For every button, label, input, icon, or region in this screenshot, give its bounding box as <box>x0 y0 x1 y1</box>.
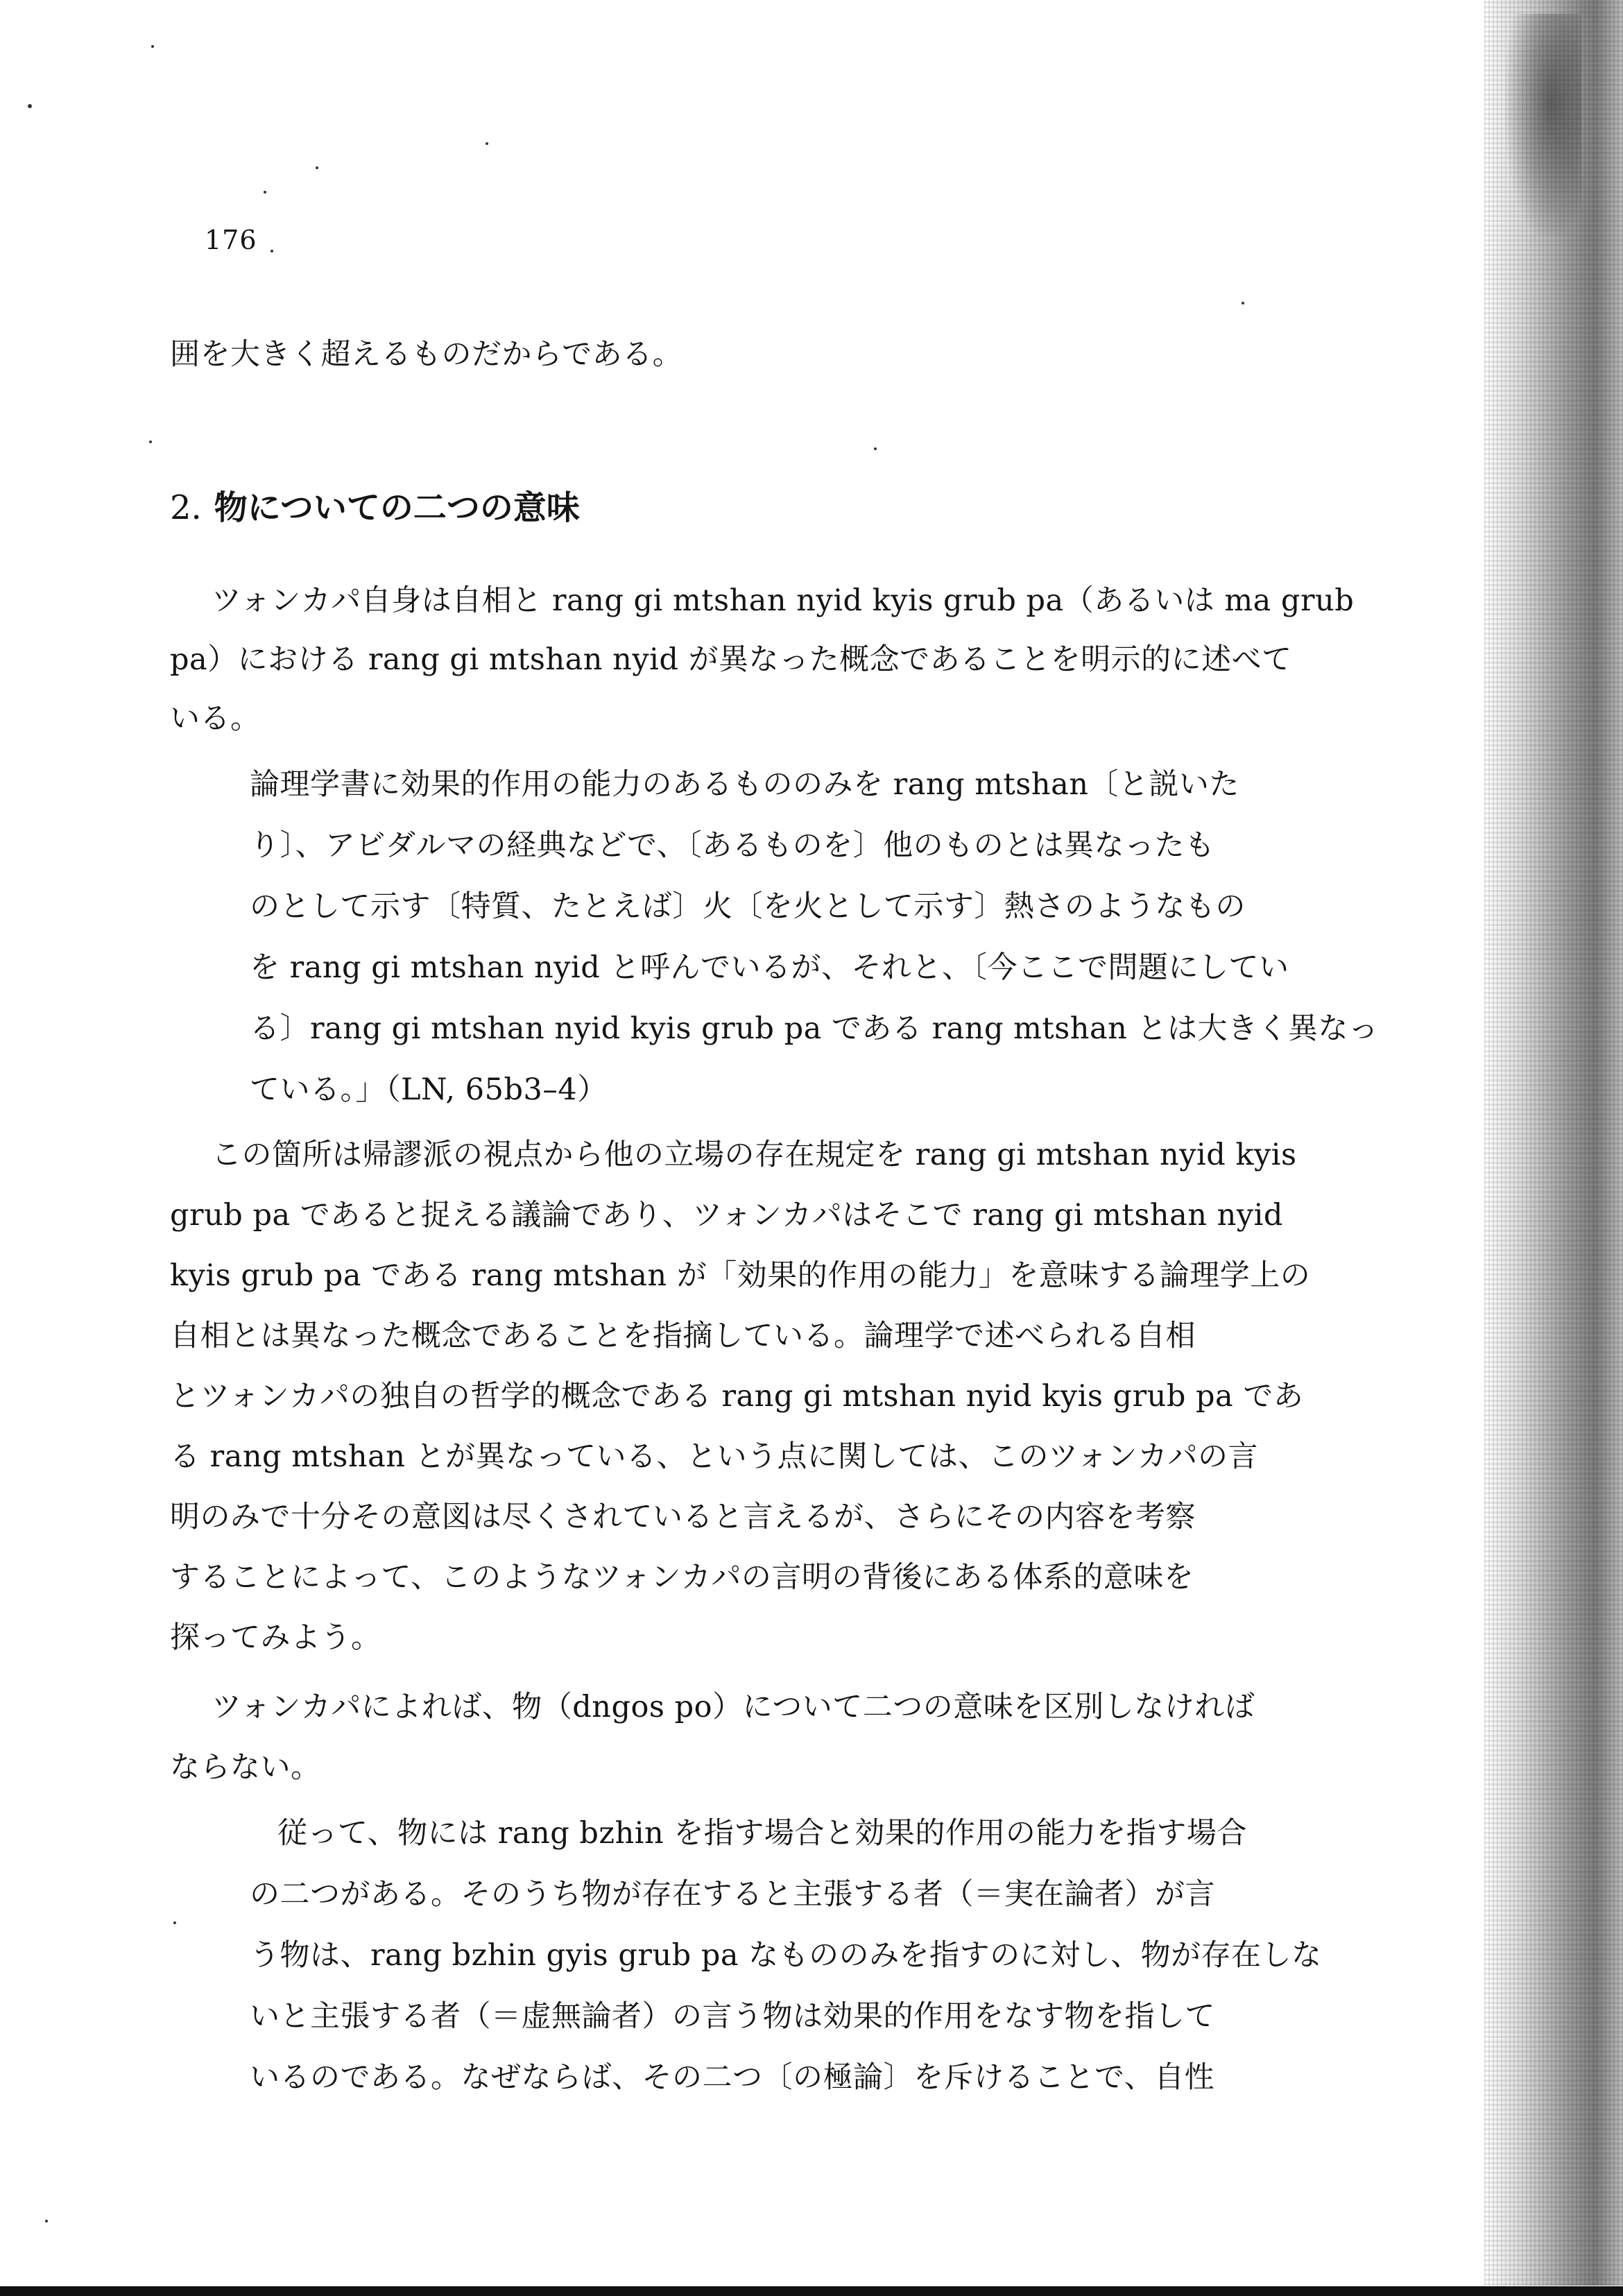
scan-speck <box>270 250 273 252</box>
text-line: grub pa であると捉える議論であり、ツォンカパはそこで rang gi mtshan nyid <box>170 1198 1283 1233</box>
quote-line: う物は、rang bzhin gyis grub pa なもののみを指すのに対し、物が存在しな <box>250 1938 1322 1973</box>
scan-speck <box>28 104 32 108</box>
quote-line: いと主張する者（＝虚無論者）の言う物は効果的作用をなす物を指して <box>250 1999 1215 2034</box>
quote-line: る〕rang gi mtshan nyid kyis grub pa である rang mtshan とは大きく異なっ <box>250 1011 1379 1046</box>
quote-line: の二つがある。そのうち物が存在すると主張する者（＝実在論者）が言 <box>250 1877 1215 1912</box>
scan-speck <box>1242 302 1244 305</box>
quote-line: り〕、アビダルマの経典などで、〔あるものを〕他のものとは異なったも <box>250 828 1215 863</box>
binding-shadow <box>1484 0 1623 2286</box>
quote-line: 論理学書に効果的作用の能力のあるもののみを rang mtshan〔と説いた <box>250 767 1239 802</box>
text-line: とツォンカパの独自の哲学的概念である rang gi mtshan nyid kyis grub pa であ <box>170 1379 1304 1414</box>
binding-shadow-dark-spot <box>1505 14 1581 236</box>
quote-line: を rang gi mtshan nyid と呼んでいるが、それと、〔今ここで問題にしてい <box>250 950 1289 985</box>
scan-speck <box>264 191 266 194</box>
text-line: る rang mtshan とが異なっている、という点に関しては、このツォンカパの言 <box>170 1439 1258 1474</box>
quote-line: いるのである。なぜならば、その二つ〔の極論〕を斥けることで、自性 <box>250 2060 1215 2095</box>
section-number: 2. <box>170 488 202 527</box>
text-line: kyis grub pa である rang mtshan が「効果的作用の能力」を意味する論理学上の <box>170 1258 1311 1293</box>
text-line: 自相とは異なった概念であることを指摘している。論理学で述べられる自相 <box>170 1319 1196 1353</box>
quote-line: 従って、物には rang bzhin を指す場合と効果的作用の能力を指す場合 <box>277 1816 1247 1851</box>
scan-speck <box>45 2220 48 2222</box>
text-line: いる。 <box>170 701 261 736</box>
quote-line: ている。」（LN, 65b3–4） <box>250 1072 608 1107</box>
scan-speck <box>874 447 877 450</box>
scan-speck <box>316 166 318 169</box>
text-line: この箇所は帰謬派の視点から他の立場の存在規定を rang gi mtshan nyid kyis <box>212 1138 1297 1172</box>
scan-speck <box>149 440 152 443</box>
scan-speck <box>151 45 154 48</box>
scan-speck <box>486 142 488 145</box>
text-line: pa）における rang gi mtshan nyid が異なった概念であることを明示的に述べて <box>170 642 1292 677</box>
text-line: ツォンカパによれば、物（dngos po）について二つの意味を区別しなければ <box>212 1690 1255 1724</box>
page-number: 176 <box>205 225 257 255</box>
scan-speck <box>173 1921 176 1924</box>
text-line: ならない。 <box>170 1750 321 1785</box>
text-line: 探ってみよう。 <box>170 1620 381 1655</box>
section-title: 物についての二つの意味 <box>214 488 580 527</box>
section-heading <box>170 486 580 530</box>
text-line: 明のみで十分その意図は尽くされていると言えるが、さらにその内容を考察 <box>170 1500 1196 1534</box>
text-line: することによって、このようなツォンカパの言明の背後にある体系的意味を <box>170 1560 1194 1595</box>
text-line: 囲を大きく超えるものだからである。 <box>170 337 683 372</box>
quote-line: のとして示す〔特質、たとえば〕火〔を火として示す〕熱さのようなもの <box>250 889 1246 924</box>
text-line: ツォンカパ自身は自相と rang gi mtshan nyid kyis grub pa（あるいは ma grub <box>212 583 1355 618</box>
scan-bottom-edge <box>0 2286 1623 2296</box>
